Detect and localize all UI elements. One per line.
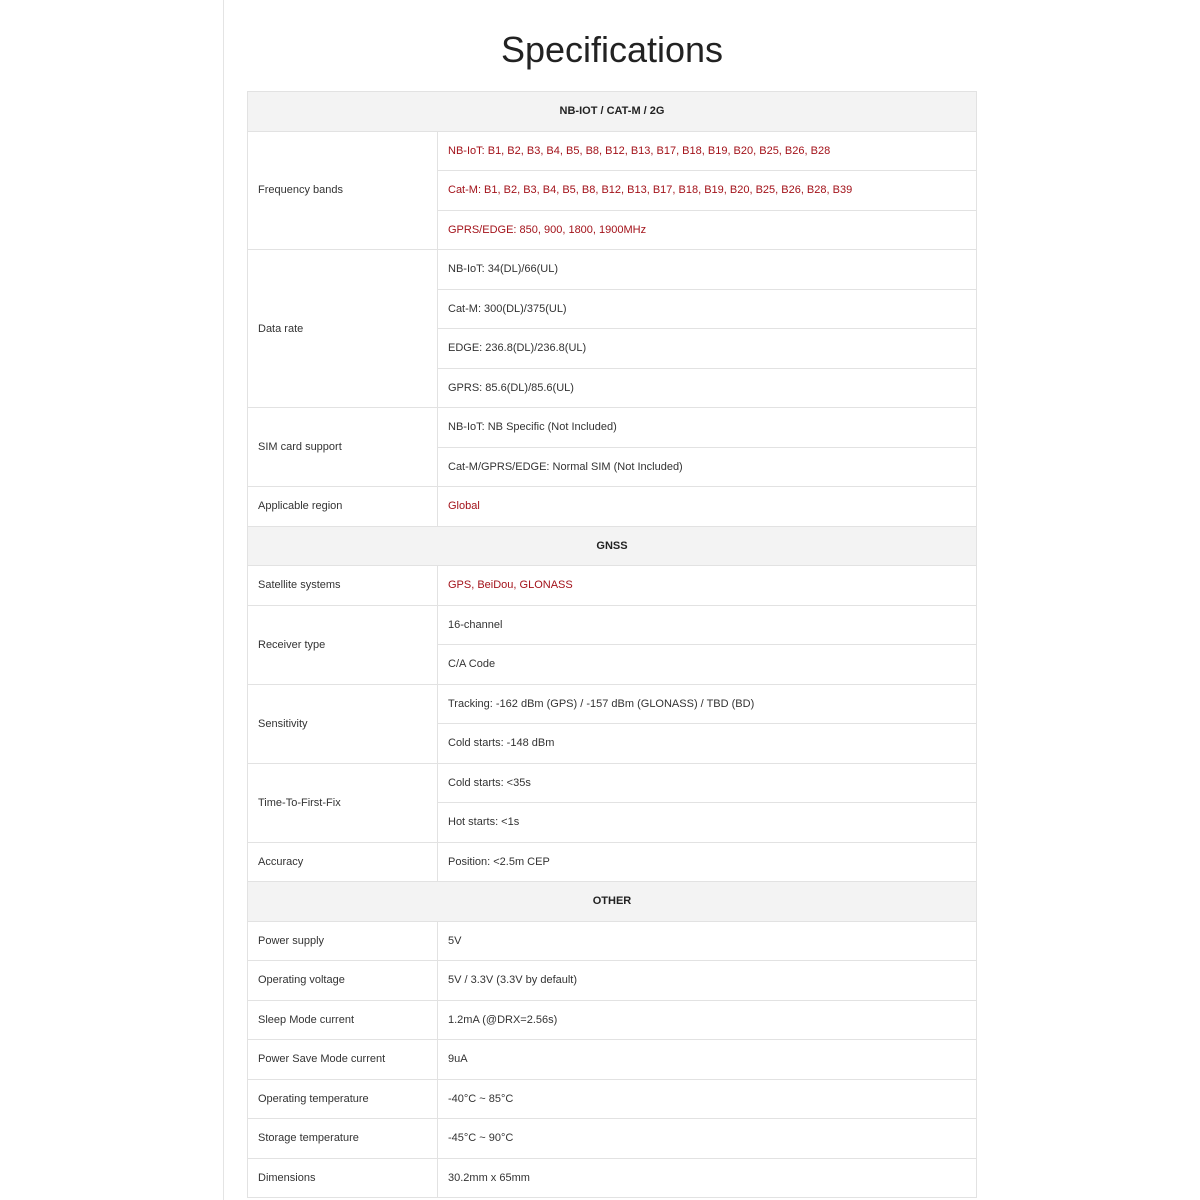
- spec-value: EDGE: 236.8(DL)/236.8(UL): [438, 329, 977, 369]
- spec-label: Operating voltage: [248, 961, 438, 1001]
- spec-label: Power supply: [248, 921, 438, 961]
- section-heading: NB-IOT / CAT-M / 2G: [248, 92, 977, 132]
- spec-label: Accuracy: [248, 842, 438, 882]
- spec-row: [248, 566, 977, 606]
- spec-value: Cold starts: -148 dBm: [438, 724, 977, 764]
- section-header-row: [248, 526, 977, 566]
- spec-row: [248, 684, 977, 724]
- spec-value: 30.2mm x 65mm: [438, 1158, 977, 1198]
- spec-label: Data rate: [248, 250, 438, 408]
- spec-row: [248, 1040, 977, 1080]
- spec-value: Cat-M/GPRS/EDGE: Normal SIM (Not Included): [438, 447, 977, 487]
- spec-value: Hot starts: <1s: [438, 803, 977, 843]
- spec-value: 5V / 3.3V (3.3V by default): [438, 961, 977, 1001]
- spec-row: [248, 921, 977, 961]
- spec-label: Sensitivity: [248, 684, 438, 763]
- spec-label: Frequency bands: [248, 131, 438, 250]
- spec-label: Dimensions: [248, 1158, 438, 1198]
- spec-value: GPS, BeiDou, GLONASS: [438, 566, 977, 606]
- spec-row: [248, 250, 977, 290]
- spec-row: [248, 408, 977, 448]
- section-header-row: [248, 92, 977, 132]
- spec-row: [248, 842, 977, 882]
- spec-value: Tracking: -162 dBm (GPS) / -157 dBm (GLONASS) / TBD (BD): [438, 684, 977, 724]
- spec-value: Position: <2.5m CEP: [438, 842, 977, 882]
- spec-value: 9uA: [438, 1040, 977, 1080]
- spec-value: Cold starts: <35s: [438, 763, 977, 803]
- spec-label: Storage temperature: [248, 1119, 438, 1159]
- spec-label: Receiver type: [248, 605, 438, 684]
- spec-value: 16-channel: [438, 605, 977, 645]
- spec-label: Power Save Mode current: [248, 1040, 438, 1080]
- spec-label: Sleep Mode current: [248, 1000, 438, 1040]
- spec-value: NB-IoT: NB Specific (Not Included): [438, 408, 977, 448]
- spec-label: Applicable region: [248, 487, 438, 527]
- page-divider: [223, 0, 224, 1200]
- spec-value: Global: [438, 487, 977, 527]
- spec-row: [248, 487, 977, 527]
- spec-row: [248, 605, 977, 645]
- spec-value: GPRS/EDGE: 850, 900, 1800, 1900MHz: [438, 210, 977, 250]
- spec-row: [248, 1158, 977, 1198]
- spec-label: Satellite systems: [248, 566, 438, 606]
- page-title: Specifications: [500, 29, 724, 70]
- spec-label: Operating temperature: [248, 1079, 438, 1119]
- spec-value: C/A Code: [438, 645, 977, 685]
- spec-label: SIM card support: [248, 408, 438, 487]
- section-heading: GNSS: [248, 526, 977, 566]
- spec-value: -45°C ~ 90°C: [438, 1119, 977, 1159]
- spec-label: Time-To-First-Fix: [248, 763, 438, 842]
- spec-row: [248, 1000, 977, 1040]
- spec-row: [248, 961, 977, 1001]
- specifications-table: [247, 91, 977, 1198]
- spec-value: 5V: [438, 921, 977, 961]
- spec-row: [248, 763, 977, 803]
- spec-row: [248, 1119, 977, 1159]
- spec-value: Cat-M: B1, B2, B3, B4, B5, B8, B12, B13, B17, B18, B19, B20, B25, B26, B28, B39: [438, 171, 977, 211]
- spec-value: -40°C ~ 85°C: [438, 1079, 977, 1119]
- spec-row: [248, 1079, 977, 1119]
- spec-value: Cat-M: 300(DL)/375(UL): [438, 289, 977, 329]
- spec-row: [248, 131, 977, 171]
- section-heading: OTHER: [248, 882, 977, 922]
- spec-value: NB-IoT: B1, B2, B3, B4, B5, B8, B12, B13, B17, B18, B19, B20, B25, B26, B28: [438, 131, 977, 171]
- spec-value: GPRS: 85.6(DL)/85.6(UL): [438, 368, 977, 408]
- spec-value: 1.2mA (@DRX=2.56s): [438, 1000, 977, 1040]
- spec-value: NB-IoT: 34(DL)/66(UL): [438, 250, 977, 290]
- section-header-row: [248, 882, 977, 922]
